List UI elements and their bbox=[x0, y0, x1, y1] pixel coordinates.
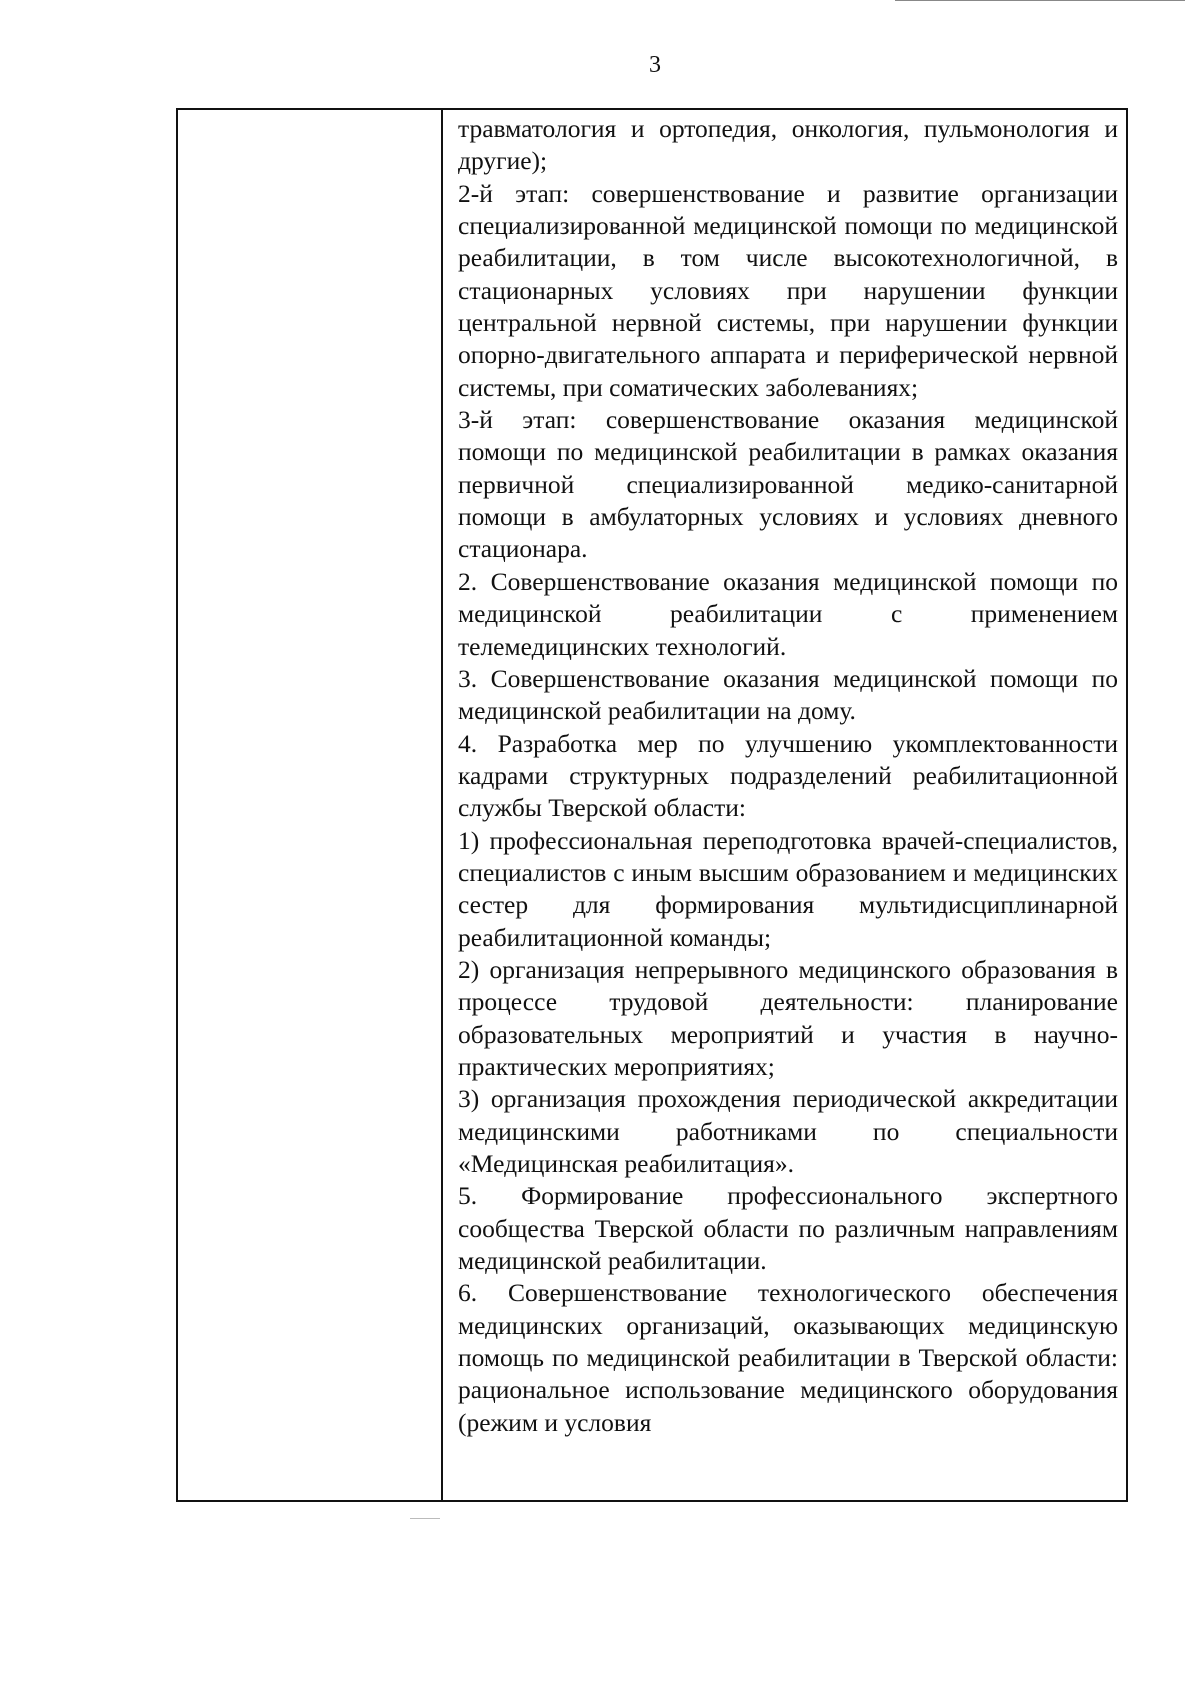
paragraph: 5. Формирование профессионального экспертного сообщества Тверской области по различным направлениям медицинской реабилитации. bbox=[458, 1181, 1118, 1276]
scan-artifact-top-line bbox=[895, 0, 1185, 1]
paragraph: 6. Совершенствование технологического обеспечения медицинских организаций, оказывающих медицинскую помощь по медицинской реабилитации в Тверской области: рациональное использование медицинского оборудования (режим и условия bbox=[458, 1278, 1118, 1437]
paragraph: травматология и ортопедия, онкология, пульмонология и другие); bbox=[458, 114, 1118, 176]
table-cell-left bbox=[178, 110, 443, 1500]
table-cell-right bbox=[443, 110, 1126, 1500]
paragraph: 3. Совершенствование оказания медицинской помощи по медицинской реабилитации на дому. bbox=[458, 663, 1118, 726]
page-number: 3 bbox=[649, 52, 661, 78]
paragraph: 2-й этап: совершенствование и развитие организации специализированной медицинской помощи по медицинской реабилитации, в том числе высокотехнологичной, в стационарных условиях при нарушении функции центральной нервной системы, при нарушении функции опорно-двигательного аппарата и периферической нервной системы, при соматических заболеваниях; bbox=[458, 178, 1118, 402]
paragraph: 4. Разработка мер по улучшению укомплектованности кадрами структурных подразделений реабилитационной службы Тверской области: bbox=[458, 728, 1118, 823]
paragraph: 3-й этап: совершенствование оказания медицинской помощи по медицинской реабилитации в рамках оказания первичной специализированной медико-санитарной помощи в амбулаторных условиях и условиях дневного стационара. bbox=[458, 405, 1118, 564]
content-table bbox=[176, 108, 1128, 1502]
paragraph: 2. Совершенствование оказания медицинской помощи по медицинской реабилитации с применением телемедицинских технологий. bbox=[458, 566, 1118, 661]
paragraph: 2) организация непрерывного медицинского образования в процессе трудовой деятельности: планирование образовательных мероприятий и участия в научно-практических мероприятиях; bbox=[458, 954, 1118, 1081]
scan-artifact-bottom-line bbox=[410, 1518, 440, 1519]
paragraph: 1) профессиональная переподготовка врачей-специалистов, специалистов с иным высшим образованием и медицинских сестер для формирования мультидисциплинарной реабилитационной команды; bbox=[458, 825, 1118, 952]
paragraph: 3) организация прохождения периодической аккредитации медицинскими работниками по специальности «Медицинская реабилитация». bbox=[458, 1084, 1118, 1178]
